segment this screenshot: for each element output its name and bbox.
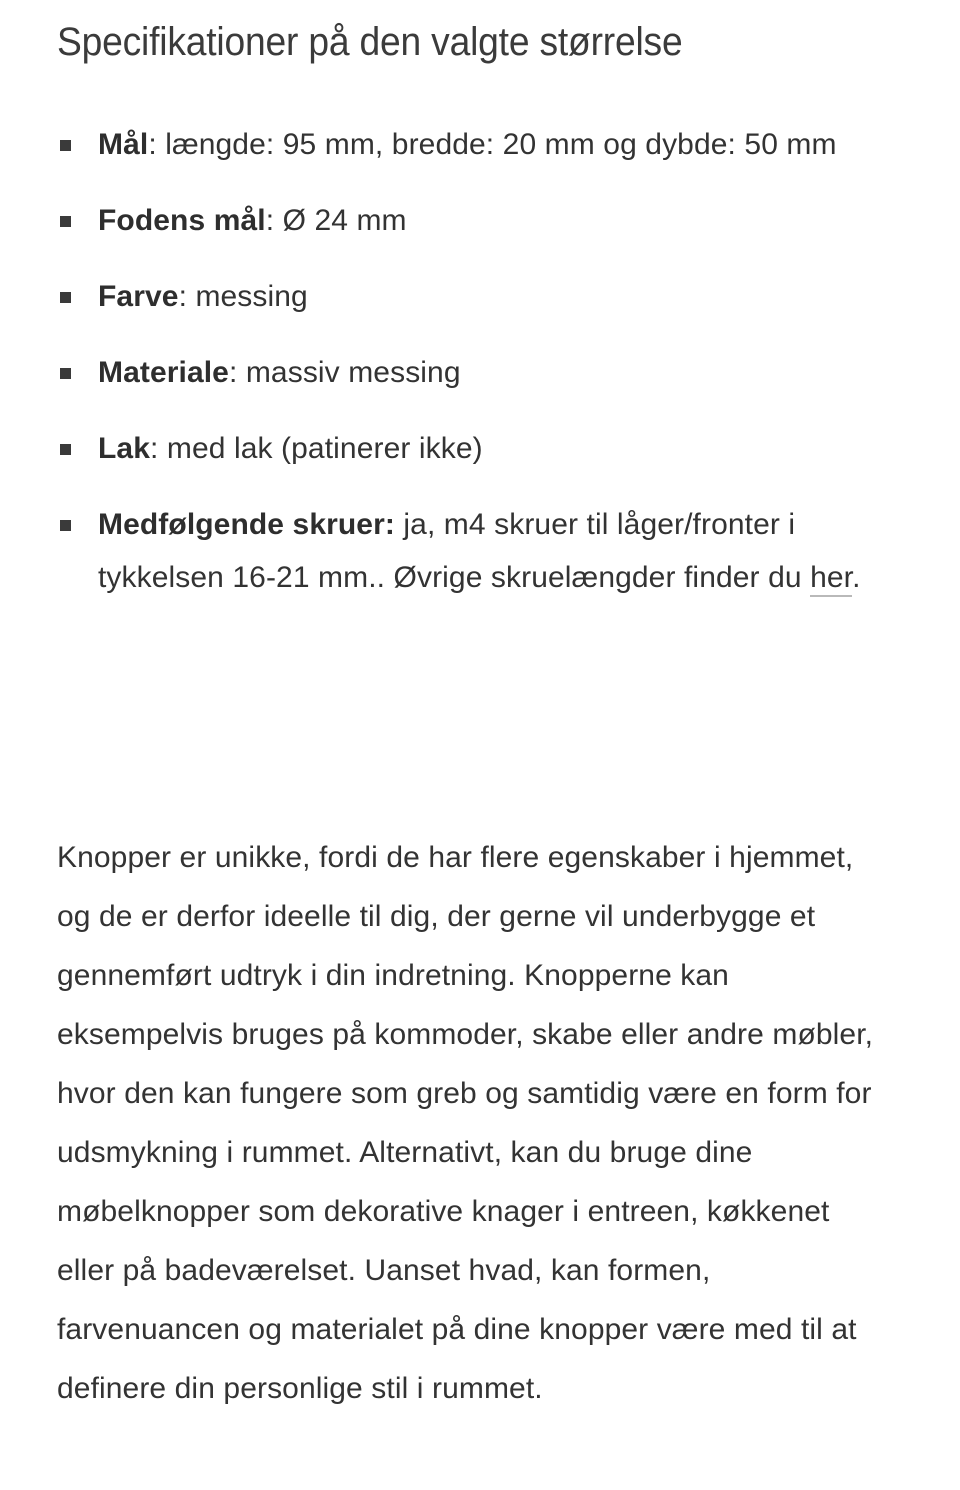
list-item xyxy=(0,118,960,171)
screw-lengths-link[interactable]: her xyxy=(810,561,852,597)
spec-value: massiv messing xyxy=(245,356,461,389)
spec-label: Mål xyxy=(98,128,149,161)
spec-value: ja, m4 skruer til låger/fronter i tykkelsen 16-21 mm.. Øvrige skruelængder finder du xyxy=(98,508,811,594)
spec-value: Ø 24 mm xyxy=(282,204,407,237)
list-item xyxy=(0,422,960,475)
spec-separator: : xyxy=(265,204,283,237)
square-bullet-icon xyxy=(60,216,71,227)
square-bullet-icon xyxy=(60,444,71,455)
list-item xyxy=(0,270,960,323)
square-bullet-icon xyxy=(60,140,71,151)
spec-label: Lak xyxy=(98,432,150,465)
spec-label: Fodens mål xyxy=(98,204,266,237)
product-description-paragraph: Knopper er unikke, fordi de har flere egenskaber i hjemmet, og de er derfor ideelle til dig, der gerne vil underbygge et gennemført udtryk i din indretning. Knopperne kan eksempelvis bruges på kommoder, skabe eller andre møbler, hvor den kan fungere som greb og samtidig være en form for udsmykning i rummet. Alternativt, kan du bruge dine møbelknopper som dekorative knager i entreen, køkkenet eller på badeværelset. Uanset hvad, kan formen, farvenuancen og materialet på dine knopper være med til at definere din personlige stil i rummet. xyxy=(57,841,874,1405)
list-item xyxy=(0,498,960,604)
page-title: Specifikationer på den valgte størrelse xyxy=(57,20,683,64)
list-item xyxy=(0,194,960,247)
square-bullet-icon xyxy=(60,368,71,379)
spec-value: længde: 95 mm, bredde: 20 mm og dybde: 50 mm xyxy=(165,128,837,161)
spec-label: Materiale xyxy=(98,356,229,389)
specifications-list xyxy=(0,118,960,604)
square-bullet-icon xyxy=(60,292,71,303)
spec-value: med lak (patinerer ikke) xyxy=(166,432,483,465)
spec-label: Medfølgende skruer: xyxy=(98,508,395,541)
spec-label: Farve xyxy=(98,280,179,313)
spec-separator: : xyxy=(178,280,196,313)
list-item xyxy=(0,346,960,399)
spec-separator: : xyxy=(228,356,246,389)
square-bullet-icon xyxy=(60,520,71,531)
spec-separator: : xyxy=(150,432,167,465)
spec-value-trailing: . xyxy=(852,561,861,594)
spec-value: messing xyxy=(195,280,308,313)
spec-separator: : xyxy=(148,128,166,161)
